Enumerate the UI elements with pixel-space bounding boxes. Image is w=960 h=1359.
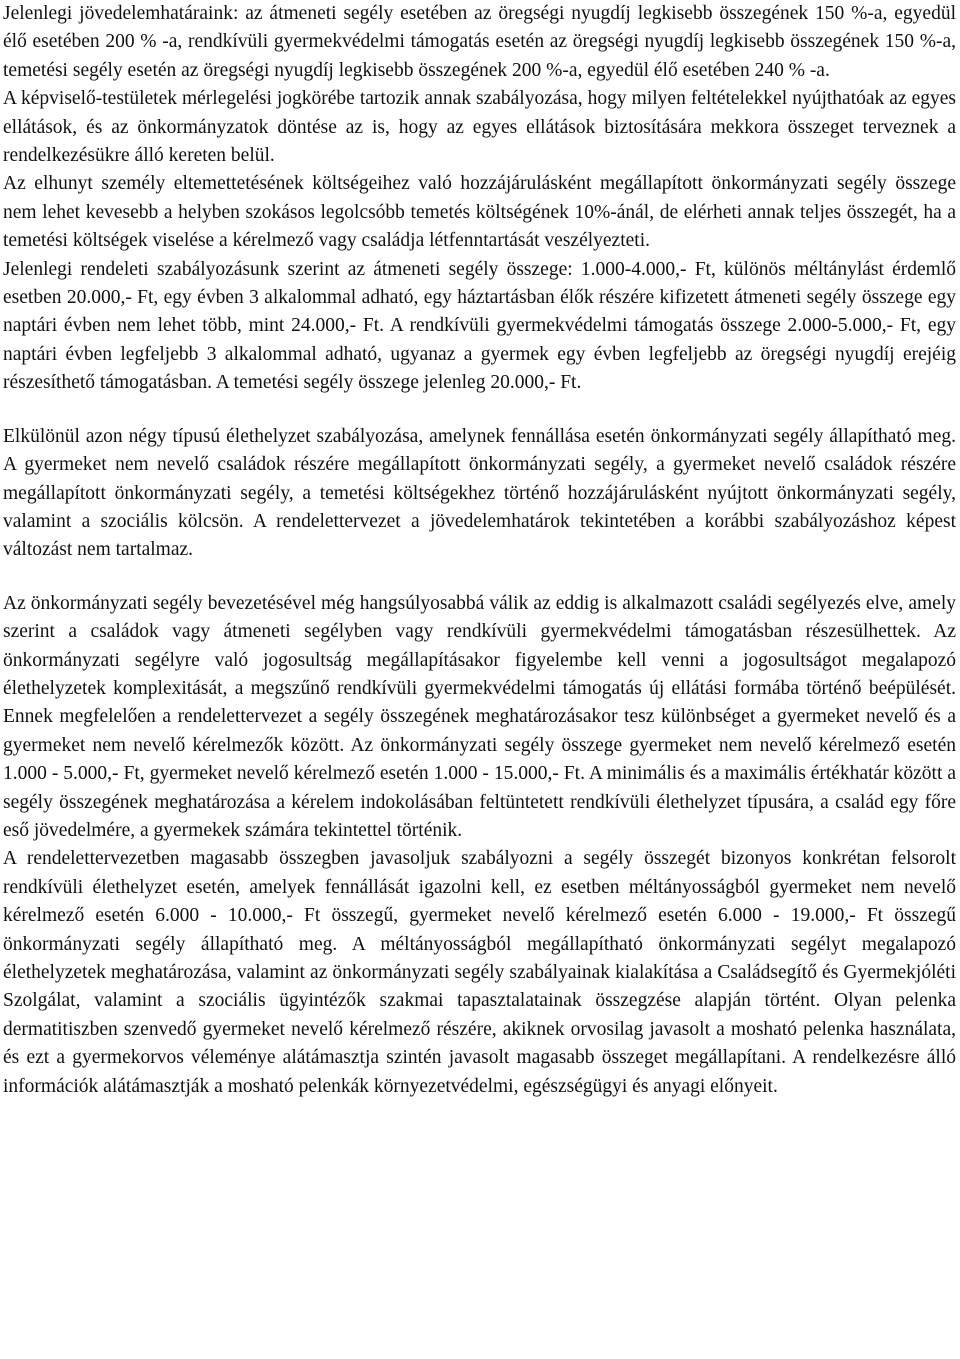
paragraph-four-situations: Elkülönül azon négy típusú élethelyzet szabályozása, amelynek fennállása esetén önkormányzati segély állapítható meg. A gyermeket nem nevelő családok részére megállapított önkormányzati segély, a gyermeket nevelő családok részére megállapított önkormányzati segély, a temetési költségekhez történő hozzájárulásként nyújtott önkormányzati segély, valamint a szociális kölcsön. A rendelettervezet a jövedelemhatárok tekintetében a korábbi szabályozáshoz képest változást nem tartalmaz. [3, 425, 956, 561]
paragraph-current-amounts: Jelenlegi rendeleti szabályozásunk szerint az átmeneti segély összege: 1.000-4.000,- Ft, különös méltánylást érdemlő esetben 20.000,- Ft, egy évben 3 alkalommal adható, egy háztartásban élők részére kifizetett átmeneti segély összege egy naptári évben nem lehet több, mint 24.000,- Ft. A rendkívüli gyermekvédelmi támogatás összege 2.000-5.000,- Ft, egy naptári évben legfeljebb 3 alkalommal adható, ugyanaz a gyermek egy évben legfeljebb az öregségi nyugdíj erejéig részesíthető támogatásban. A temetési segély összege jelenleg 20.000,- Ft. [3, 258, 956, 394]
paragraph-family-aid-principle: Az önkormányzati segély bevezetésével még hangsúlyosabbá válik az eddig is alkalmazott családi segélyezés elve, amely szerint a családok vagy átmeneti segélyben vagy rendkívüli gyermekvédelmi támogatásban részesülhettek. Az önkormányzati segélyre való jogosultság megállapításakor figyelembe kell venni a jogosultságot megalapozó élethelyzetek komplexitását, a megszűnő rendkívüli gyermekvédelmi támogatás új ellátási formába történő beépülését. Ennek megfelelően a rendelettervezet a segély összegének meghatározásakor tesz különbséget a gyermeket nevelő és a gyermeket nem nevelő kérelmezők között. Az önkormányzati segély összege gyermeket nem nevelő kérelmező esetén 1.000 - 5.000,- Ft, gyermeket nevelő kérelmező esetén 1.000 - 15.000,- Ft. A minimális és a maximális értékhatár között a segély összegének meghatározása a kérelem indokolásában feltüntetett rendkívüli élethelyzet típusára, a család egy főre eső jövedelmére, a gyermekek számára tekintettel történik. [3, 592, 956, 841]
paragraph-income-limits: Jelenlegi jövedelemhatáraink: az átmeneti segély esetében az öregségi nyugdíj legkisebb összegének 150 %-a, egyedül élő esetében 200 % -a, rendkívüli gyermekvédelmi támogatás esetén az öregségi nyugdíj legkisebb összegének 150 %-a, temetési segély esetén az öregségi nyugdíj legkisebb összegének 200 %-a, egyedül élő esetében 240 % -a. [3, 3, 956, 81]
paragraph-board-discretion: A képviselő-testületek mérlegelési jogkörébe tartozik annak szabályozása, hogy milyen feltételekkel nyújthatóak az egyes ellátások, és az önkormányzatok döntése az is, hogy az egyes ellátások biztosítására mekkora összeget terveznek a rendelkezésükre álló kereten belül. [3, 88, 956, 167]
paragraph-funeral-aid: Az elhunyt személy eltemettetésének költségeihez való hozzájárulásként megállapított önkormányzati segély összege nem lehet kevesebb a helyben szokásos legolcsóbb temetés költségének 10%-ánál, de elérheti annak teljes összegét, ha a temetési költségek viselése a kérelmező vagy családja létfenntartását veszélyezteti. [3, 173, 956, 252]
paragraph-higher-amounts: A rendelettervezetben magasabb összegben javasoljuk szabályozni a segély összegét bizonyos konkrétan felsorolt rendkívüli élethelyzet esetén, amelyek fennállását igazolni kell, ez esetben méltányosságból gyermeket nem nevelő kérelmező esetén 6.000 - 10.000,- Ft összegű, gyermeket nevelő kérelmező esetén 6.000 - 19.000,- Ft összegű önkormányzati segély állapítható meg. A méltányosságból megállapítható önkormányzati segélyt megalapozó élethelyzetek meghatározása, valamint az önkormányzati segély szabályainak kialakítása a Családsegítő és Gyermekjóléti Szolgálat, valamint a szociális ügyintézők szakmai tapasztalatainak összegzése alapján történt. Olyan pelenka dermatitiszben szenvedő gyermeket nevelő kérelmező részére, akiknek orvosilag javasolt a mosható pelenka használata, és ezt a gyermekorvos véleménye alátámasztja szintén javasolt magasabb összeget megállapítani. A rendelkezésre álló információk alátámasztják a mosható pelenkák környezetvédelmi, egészségügyi és anyagi előnyeit. [3, 848, 956, 1097]
